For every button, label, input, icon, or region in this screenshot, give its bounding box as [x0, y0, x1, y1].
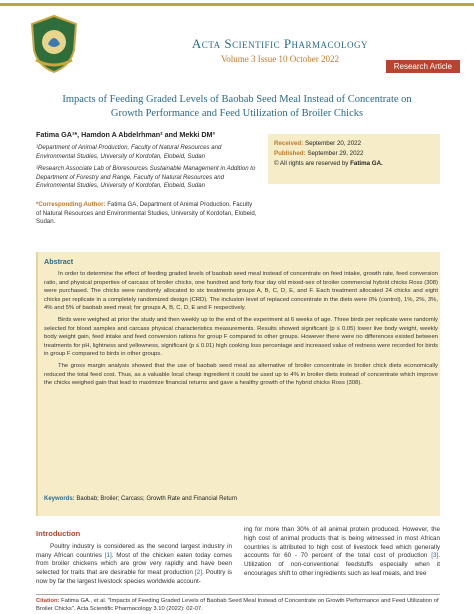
- dates-box: [268, 134, 440, 184]
- published-label: Published:: [274, 150, 306, 157]
- journal-name: Acta Scientific Pharmacology: [191, 36, 369, 51]
- published-date: September 29, 2022: [305, 150, 364, 157]
- keywords-text: Baobab; Broiler; Carcass; Growth Rate and Financial Return: [74, 496, 238, 502]
- rights-holder: Fatima GA.: [350, 160, 383, 167]
- received-date: September 20, 2022: [303, 140, 362, 147]
- received-label: Received:: [274, 140, 304, 147]
- intro-text: . Poultry is now by far the largest livestock species worldwide account-: [36, 569, 232, 585]
- affiliation-2: ²Research Associate Lab of Bioresources Sustainable Management in Addition to Department of Forestry and Range, Faculty of Natural Resources and Environmental Studies, University of Kordofan, Elobeid, Sudan: [36, 165, 256, 190]
- affiliation-1: ¹Department of Animal Production, Faculty of Natural Resources and Environmental Studies, University of Kordofan, Elobeid, Sudan: [36, 144, 222, 160]
- top-rule: [0, 3, 474, 6]
- abstract-paragraph: The gross margin analysis showed that the use of baobab seed meal as alternative of broiler concentrate in broiler chick diets economically reduced the total feed cost. Thus, as a valuable local cheap ingredient it could be used up to 4% in broiler diets instead of concentrate which improve the chicks weighed gain that lead to maximize financial returns and gave a healthy growth of the hybrid chicks Ross (308).: [44, 362, 438, 387]
- abstract-paragraph: Birds were weighed at prior the study and then weekly up to the end of the experiment at 6 weeks of age. Three birds per replicate were randomly selected for blood samples and carcass physical characteristics measurements. Results showed significant (p ≤ 0.05) lower live body weight, weekly body weight gain, feed intake and feed conversion rations for group F compared to other groups. However there were no differences existed between treatments for pH, lightness and yellowness, significant (p ≤ 0.01) high cooking loss percentage and increased value of redness were recorded for birds in group F compared to birds in other groups.: [44, 316, 438, 358]
- introduction-heading: Introduction: [36, 529, 81, 538]
- rights-text: © All rights are reserved by: [274, 160, 351, 167]
- intro-text: Poultry industry is considered as the second largest industry in many African countries: [36, 542, 232, 559]
- reference-link-3[interactable]: [3]: [431, 552, 439, 560]
- footer-rule: [36, 594, 440, 595]
- abstract-paragraph: In order to determine the effect of feeding graded levels of baobab seed meal instead of concentrate on feed intake, growth rate, feed conversion ratio, and physical properties of carcass of broiler chicks, one hundred and forty four day old mixed-sex of broiler commercial hybrid chicks Ross (308) were purchased. The chicks were randomly allocated to six treatments groups A, B, C, D, E, and F. Each treatment allocated 24 chicks and eight chicks per replicate in a completely randomized design (CRD). The inclusion level of replaced concentrate in the diets were 0% (control), 1%, 2%, 3%, 4% and 5% of baobab seed meal; for groups A, B, C, D, E and F respectively.: [44, 271, 438, 312]
- authors: Fatima GA¹*, Hamdon A Abdelrhman² and Mekki DM³: [36, 130, 215, 139]
- keywords-label: Keywords:: [44, 496, 75, 502]
- article-type-badge: Research Article: [386, 60, 460, 73]
- left-column: [36, 530, 232, 587]
- volume-info: Volume 3 Issue 10 October 2022: [220, 54, 340, 64]
- corresponding-author: [36, 201, 258, 227]
- corr-label: *Corresponding Author:: [36, 201, 106, 208]
- intro-text: . Utilization of non-conventional feedstuffs especially when it encourages shift to other ingredients such as leaf meals, and tree: [244, 552, 440, 577]
- citation-text: Fatima GA., et al. "Impacts of Feeding Graded Levels of Baobab Seed Meal Instead of Concentrate on Growth Performance and Feed Utilization of Broiler Chicks". Acta Scientific Pharmacology 3.10 (2022): 02-07.: [36, 598, 439, 612]
- intro-text: ing for more than 30% of all animal protein produced. However, the high cost of animal products that is being witnessed in most African countries is attributed to high cost of livestock feed which generally accounts for 60 - 70 percent of the total cost of production: [244, 526, 440, 560]
- corr-text: Fatima GA, Department of Animal Production, Faculty of Natural Resources and Environmental Studies, University of Kordofan, Elobeid, Sudan.: [36, 201, 257, 226]
- citation: [36, 597, 440, 613]
- abstract-body: [44, 270, 438, 391]
- reference-link-1[interactable]: [1]: [104, 551, 112, 559]
- intro-paragraph-cont: [244, 526, 440, 579]
- article-title: Impacts of Feeding Graded Levels of Baobab Seed Meal Instead of Concentrate on Growth Performance and Feed Utilization of Broiler Chicks: [62, 94, 412, 119]
- intro-paragraph: [36, 543, 232, 587]
- reference-link-2[interactable]: [2]: [194, 569, 202, 577]
- intro-text: . Most of the chicken eaten today comes from broiler chickens which are grow very rapidly and have been selected for traits that are desirable for meat production: [36, 551, 232, 577]
- keywords: [44, 496, 237, 502]
- abstract-heading: Abstract: [44, 257, 74, 266]
- journal-logo-icon: [28, 14, 80, 74]
- abstract-box: [36, 252, 440, 516]
- right-column: [244, 526, 440, 579]
- citation-label: Citation:: [36, 598, 60, 604]
